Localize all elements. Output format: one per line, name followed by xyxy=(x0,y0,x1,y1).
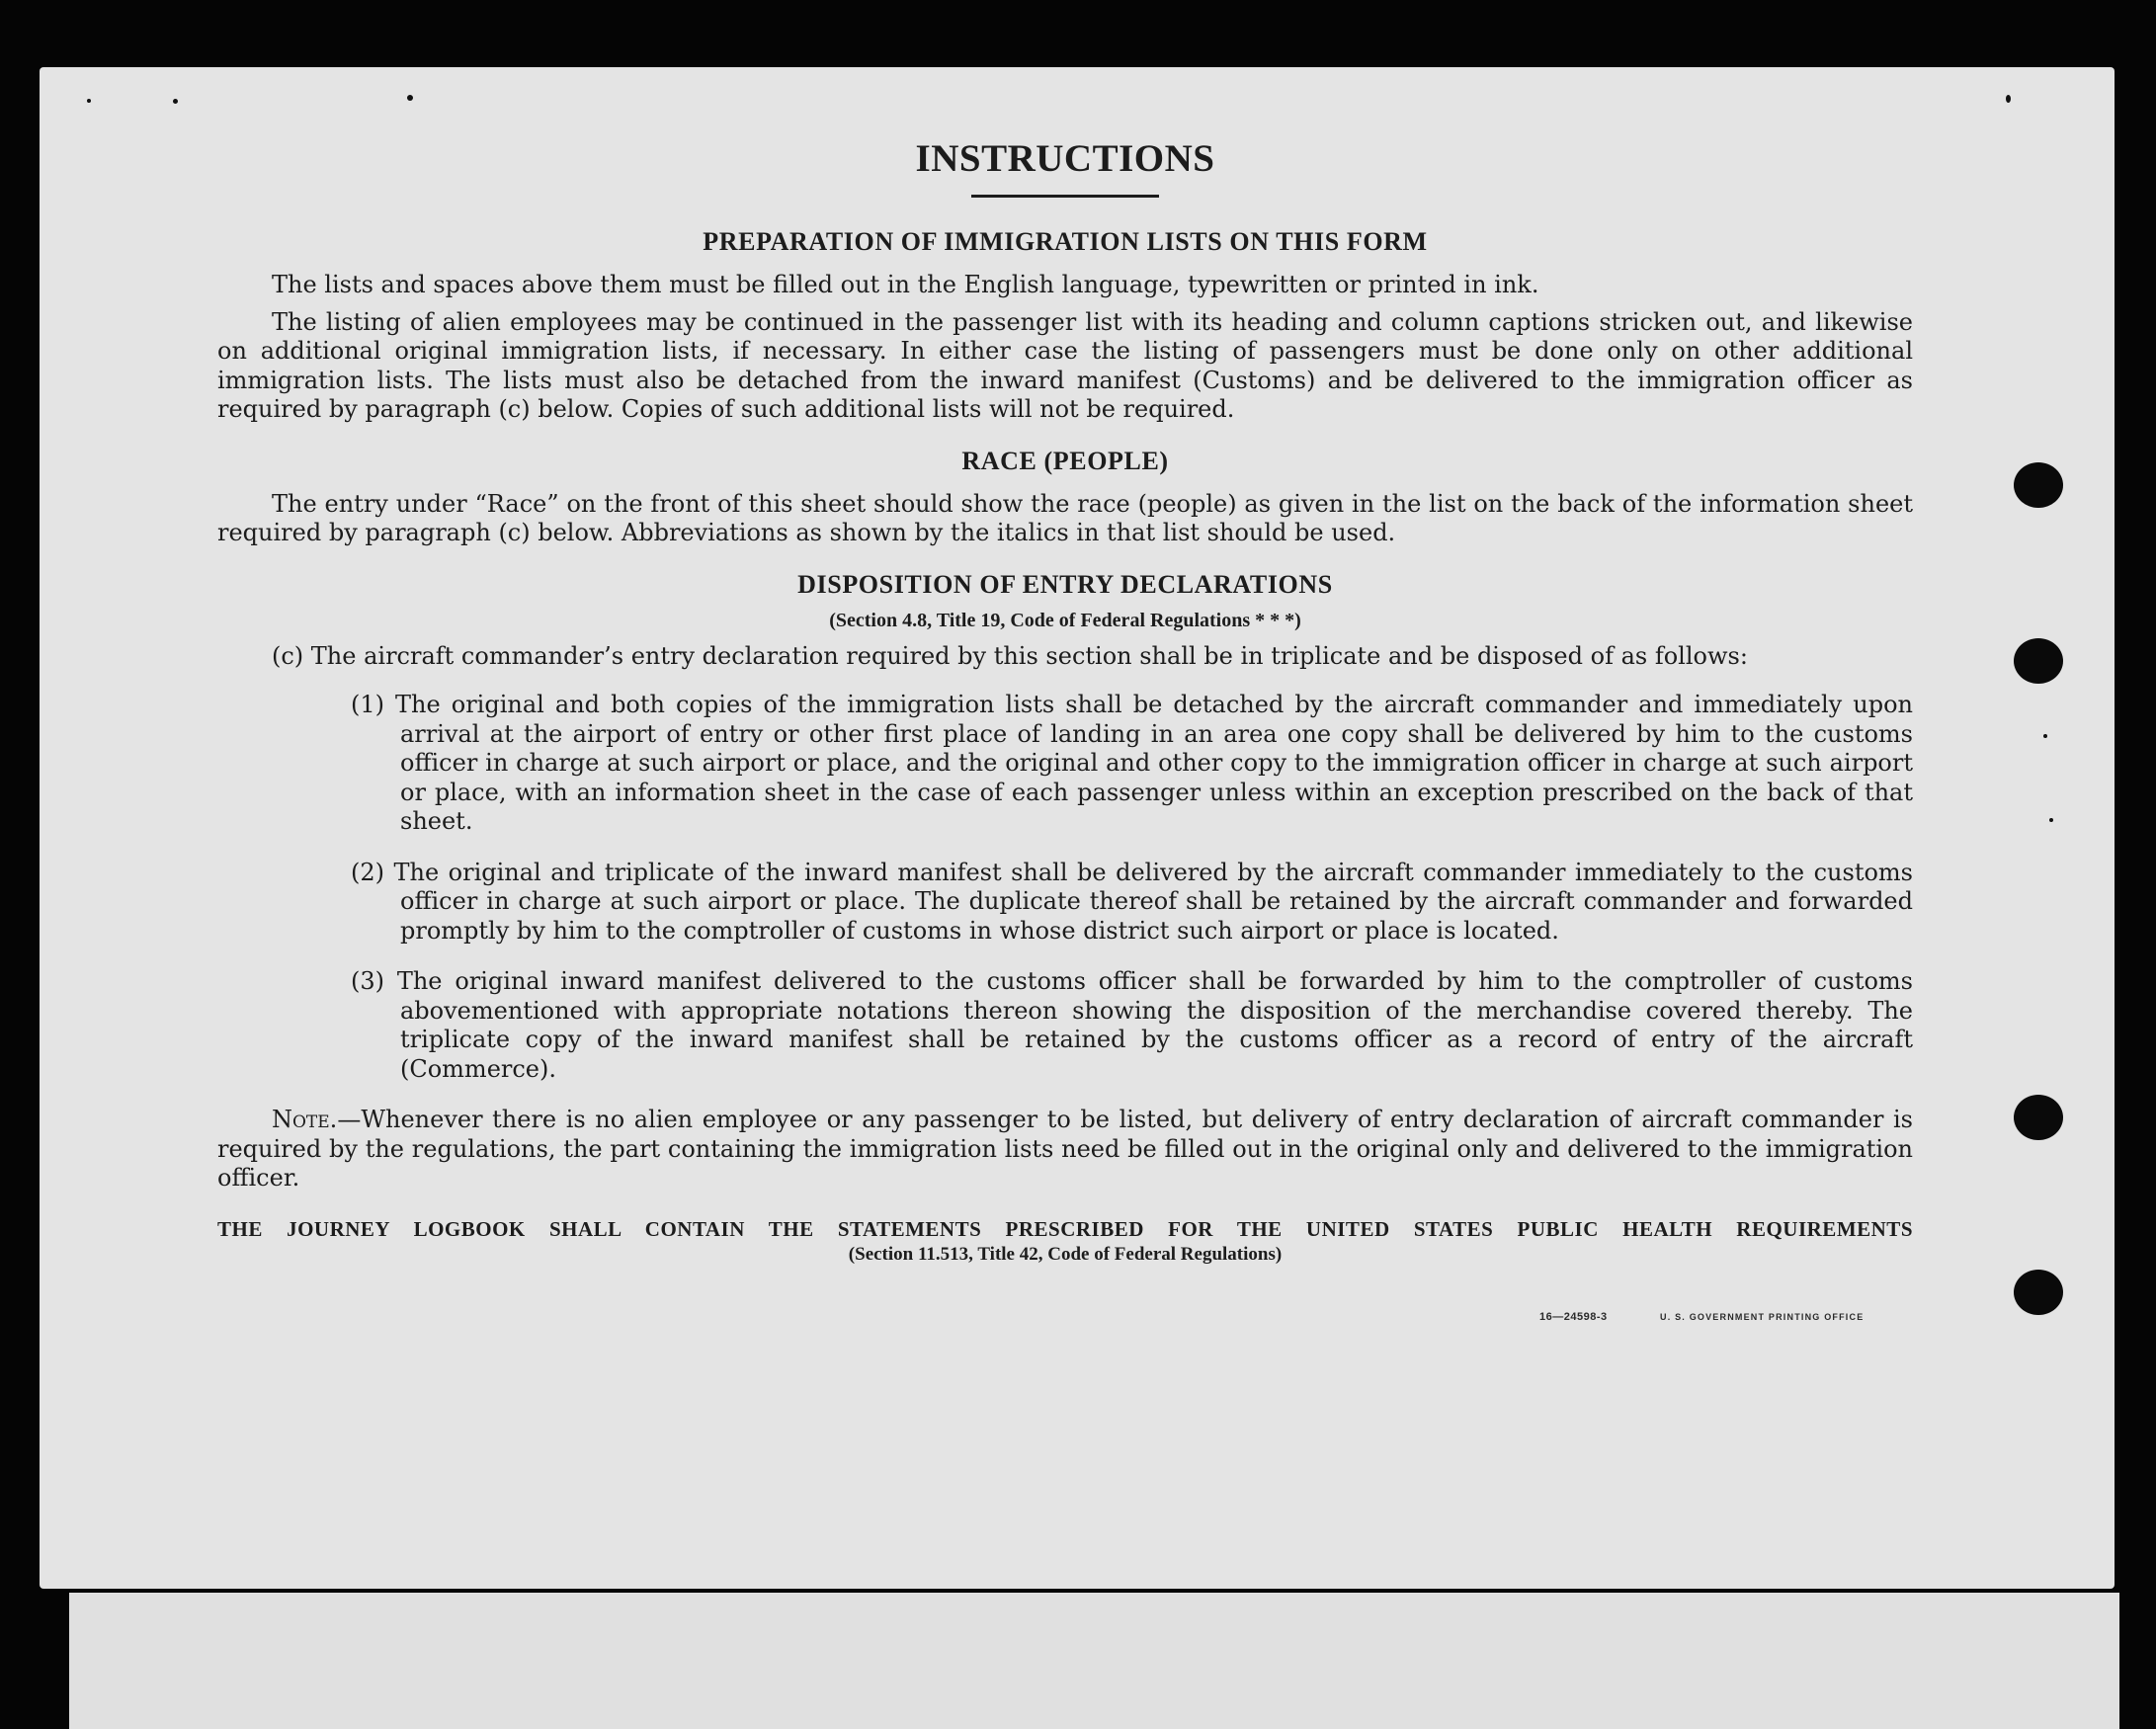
scan-speck xyxy=(2006,95,2011,103)
scan-speck xyxy=(173,99,178,104)
clause-c: (c) The aircraft commander’s entry declaration required by this section shall be in triplicate and be disposed of as follows: xyxy=(272,641,1748,670)
instructions-body xyxy=(217,136,1913,1266)
scan-speck xyxy=(407,95,413,101)
form-number: 16—24598-3 xyxy=(1539,1311,1608,1323)
health-citation: (Section 11.513, Title 42, Code of Federal Regulations) xyxy=(848,1243,1283,1265)
race-heading: RACE (PEOPLE) xyxy=(961,446,1169,475)
disposition-item-1: (1) The original and both copies of the immigration lists shall be detached by the aircraft commander and immediately upon arrival at the airport of entry or other first place of landing in an area one copy shall be delivered by him to the customs officer in charge at such airport or place, and the original and other copy to the immigration officer in charge at such airport or place, with an information sheet in the case of each passenger unless within an exception prescribed on the back of that sheet. xyxy=(351,691,1913,835)
punch-hole xyxy=(2014,1270,2063,1315)
health-heading: THE JOURNEY LOGBOOK SHALL CONTAIN THE STATEMENTS PRESCRIBED FOR THE UNITED STATES PUBLIC HEALTH REQUIREMENTS xyxy=(217,1216,1913,1241)
scan-speck xyxy=(2049,818,2053,822)
note-text: —Whenever there is no alien employee or any passenger to be listed, but delivery of entry declaration of aircraft commander is required by the regulations, the part containing the immigration lists need be filled out in the original only and delivered to the immigration officer. xyxy=(217,1106,1913,1192)
punch-hole xyxy=(2014,1095,2063,1140)
title-underline xyxy=(971,195,1159,198)
note-paragraph xyxy=(217,1106,1913,1194)
preparation-paragraph-1: The lists and spaces above them must be filled out in the English language, typewritten or printed in ink. xyxy=(272,271,1539,298)
disposition-citation: (Section 4.8, Title 19, Code of Federal Regulations * * *) xyxy=(829,609,1301,631)
underlying-sheet-edge xyxy=(69,1593,2119,1729)
disposition-item-3: (3) The original inward manifest delivered to the customs officer shall be forwarded by him to the comptroller of customs abovementioned with appropriate notations thereon showing the disposition of the merchandise covered thereby. The triplicate copy of the inward manifest shall be retained by the customs officer as a record of entry of the aircraft (Commerce). xyxy=(351,967,1913,1083)
scan-speck xyxy=(87,99,91,103)
note-label: Note. xyxy=(272,1106,338,1133)
punch-hole xyxy=(2014,638,2063,684)
scan-speck xyxy=(2043,734,2047,738)
race-paragraph: The entry under “Race” on the front of this sheet should show the race (people) as given in the list on the back of the information sheet required by paragraph (c) below. Abbreviations as shown by the italics in that list should be used. xyxy=(217,489,1913,546)
disposition-item-2: (2) The original and triplicate of the inward manifest shall be delivered by the aircraft commander immediately to the customs officer in charge at such airport or place. The duplicate thereof shall be retained by the aircraft commander and forwarded promptly by him to the comptroller of customs in whose district such airport or place is located. xyxy=(351,858,1913,945)
preparation-paragraph-2: The listing of alien employees may be continued in the passenger list with its heading and column captions stricken out, and likewise on additional original immigration lists, if necessary. In either case the listing of passengers must be done only on other additional immigration lists. The lists must also be detached from the inward manifest (Customs) and be delivered to the immigration officer as required by paragraph (c) below. Copies of such additional lists will not be required. xyxy=(217,307,1913,423)
disposition-heading: DISPOSITION OF ENTRY DECLARATIONS xyxy=(797,569,1333,599)
page-title: INSTRUCTIONS xyxy=(915,137,1215,180)
punch-hole xyxy=(2014,462,2063,508)
printer-imprint: U. S. GOVERNMENT PRINTING OFFICE xyxy=(1660,1312,1865,1322)
preparation-heading: PREPARATION OF IMMIGRATION LISTS ON THIS FORM xyxy=(703,227,1428,256)
